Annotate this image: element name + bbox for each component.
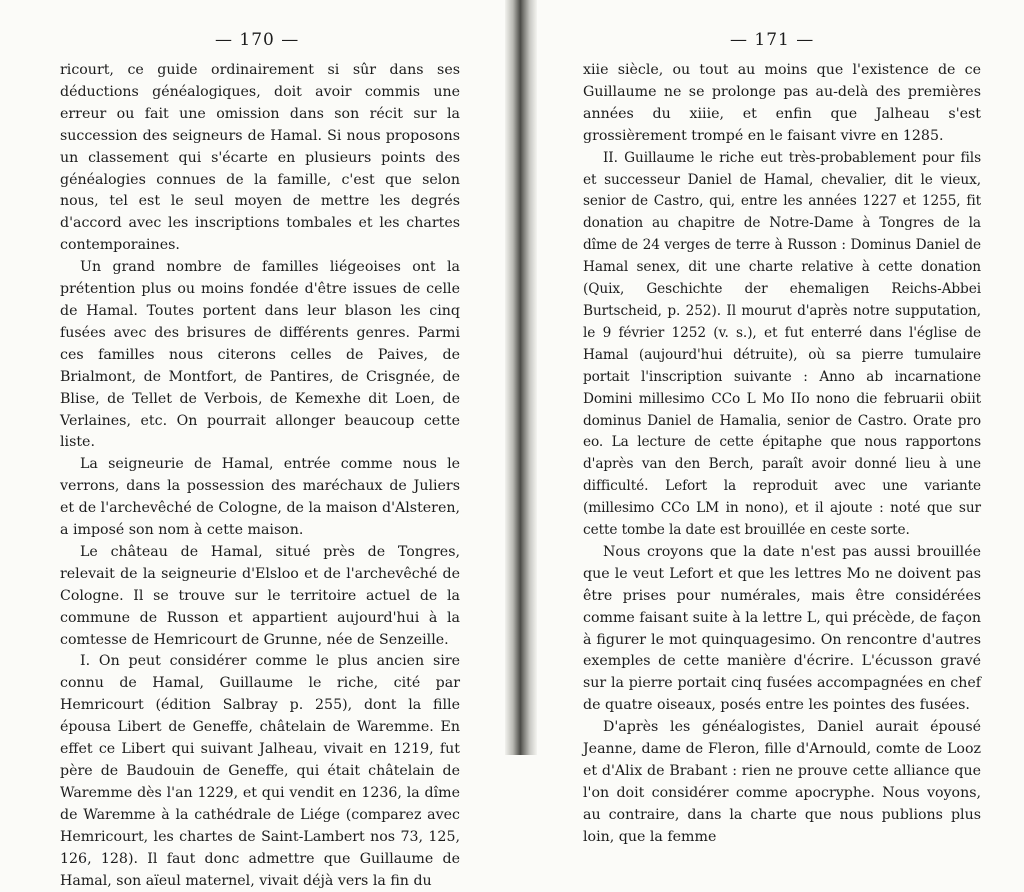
paragraph: I. On peut considérer comme le plus ancien sire connu de Hamal, Guillaume le riche, cité par Hemricourt (édition Salbray p. 255), dont la fille épousa Libert de Geneffe, châtelain de Waremme. En effet ce Libert qui suivant Jalheau, vivait en 1219, fut père de Baudouin de Geneffe, qui était châtelain de Waremme dès l'an 1229, et qui vendit en 1236, la dîme de Waremme à la cathédrale de Liége (comparez avec Hemricourt, les chartes de Saint-Lambert nos 73, 125, 126, 128). Il faut donc admettre que Guillaume de Hamal, son aïeul maternel, vivait déjà vers la fin du (60, 653, 460, 889)
page-number-171: — 171 — (730, 30, 815, 50)
page-number-170: — 170 — (215, 30, 300, 50)
paragraph: La seigneurie de Hamal, entrée comme nous le verrons, dans la possession des maréchaux de Juliers et de l'archevêché de Cologne, de la maison d'Alsteren, a imposé son nom à cette maison. (60, 456, 460, 539)
right-page (537, 0, 1024, 845)
paragraph: Un grand nombre de familles liégeoises ont la prétention plus ou moins fondée d'être issues de celle de Hamal. Toutes portent dans leur blason les cinq fusées avec des brisures de différents genres. Parmi ces familles nous citerons celles de Paives, de Brialmont, de Montfort, de Pantires, de Crisgnée, de Blise, de Tellet de Verbois, de Kemexhe dit Loen, de Verlaines, etc. On pourrait allonger beaucoup cette liste. (60, 259, 460, 451)
paragraph: ricourt, ce guide ordinairement si sûr dans ses déductions généalogiques, doit avoir commis une erreur ou fait une omission dans son récit sur la succession des seigneurs de Hamal. Si nous proposons un classement qui s'écarte en plusieurs points des généalogies connues de la famille, c'est que selon nous, tel est le seul moyen de mettre les degrés d'accord avec les inscriptions tombales et les chartes contemporaines. (60, 62, 460, 254)
book-gutter (505, 0, 537, 755)
paragraph: xiie siècle, ou tout au moins que l'existence de ce Guillaume ne se prolonge pas au-delà des premières années du xiiie, et enfin que Jalheau s'est grossièrement trompé en le faisant vivre en 1285. (583, 62, 981, 144)
paragraph: Nous croyons que la date n'est pas aussi brouillée que le veut Lefort et que les lettres Mo ne doivent pas être prises pour numérales, mais être considérées comme faisant suite à la lettre L, qui précède, de façon à figurer le mot quinquagesimo. On rencontre d'autres exemples de cette manière d'écrire. L'écusson gravé sur la pierre portait cinq fusées accompagnées en chef de quatre oiseaux, posés entre les pointes des fusées. (583, 543, 981, 714)
right-page-body (583, 60, 981, 849)
left-page-body (60, 60, 460, 892)
paragraph: II. Guillaume le riche eut très-probablement pour fils et successeur Daniel de Hamal, chevalier, dit le vieux, senior de Castro, qui, entre les années 1227 et 1255, fit donation au chapitre de Notre-Dame à Tongres de la dîme de 24 verges de terre à Russon : Dominus Daniel de Hamal senex, dit une charte relative à cette donation (Quix, Geschichte der ehemaligen Reichs-Abbei Burtscheid, p. 252). Il mourut d'après notre supputation, le 9 février 1252 (v. s.), et fut enterré dans l'église de Hamal (aujourd'hui détruite), où sa pierre tumulaire portait l'inscription suivante : Anno ab incarnatione Domini millesimo CCo L Mo IIo nono die februarii obiit dominus Daniel de Hamalia, senior de Castro. Orate pro eo. La lecture de cette épitaphe que nous rapportons d'après van den Berch, paraît avoir donné lieu à une difficulté. Lefort la reproduit avec une variante (millesimo CCo LM in nono), et il ajoute : noté que sur cette tombe la date est brouillée en ceste sorte. (583, 149, 981, 539)
left-page (0, 0, 505, 889)
paragraph: D'après les généalogistes, Daniel aurait épousé Jeanne, dame de Fleron, fille d'Arnould, comte de Looz et d'Alix de Brabant : rien ne prouve cette alliance que l'on doit considérer comme apocryphe. Nous voyons, au contraire, dans la charte que nous publions plus loin, que la femme (583, 719, 981, 845)
paragraph: Le château de Hamal, situé près de Tongres, relevait de la seigneurie d'Elsloo et de l'archevêché de Cologne. Il se trouve sur le territoire actuel de la commune de Russon et appartient aujourd'hui à la comtesse de Hemricourt de Grunne, née de Senzeille. (60, 543, 460, 648)
